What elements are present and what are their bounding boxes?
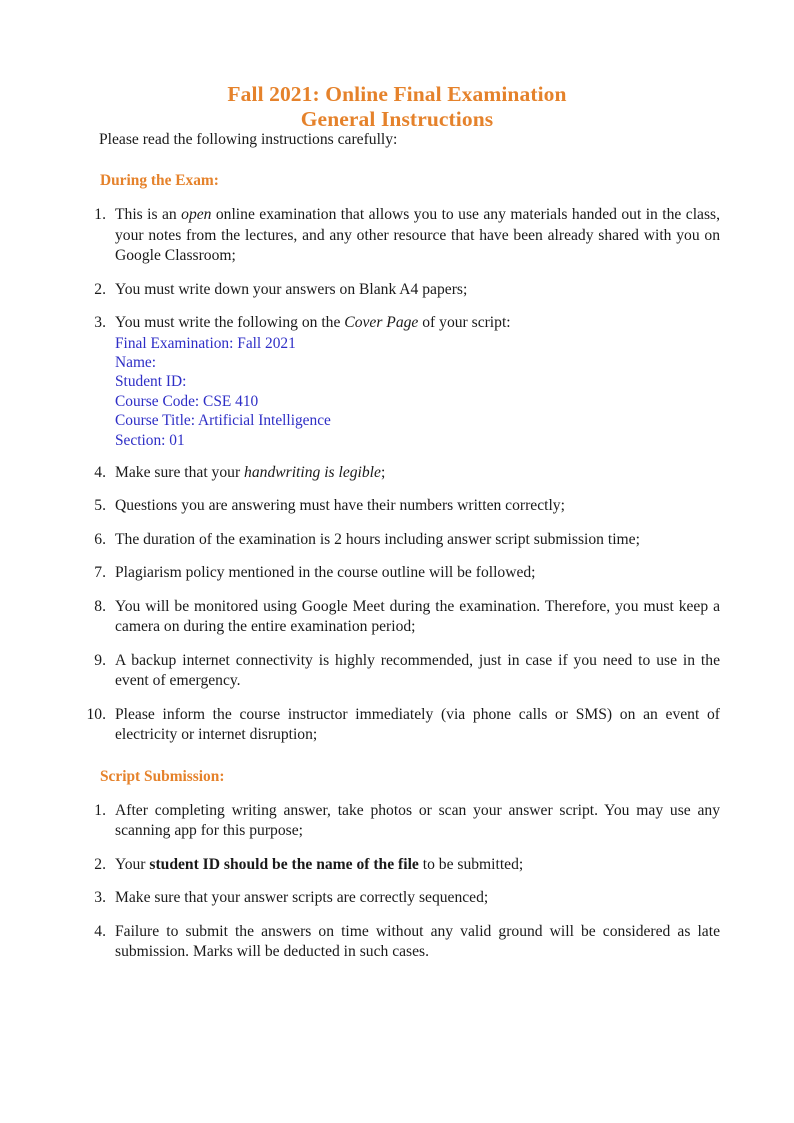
list-item-text [115,531,640,548]
plain-text: Failure to submit the answers on time without any valid ground will be considered as late submission. Marks will be deducted in such cases. [115,922,720,961]
list-item [0,563,794,584]
list-item-text [115,802,720,840]
list-item [0,801,794,842]
list-item [0,463,794,484]
page-title-line-1: Fall 2021: Online Final Examination [227,82,567,107]
list-item-number: 10. [86,705,106,723]
plain-text: You must write the following on the [115,314,345,331]
cover-page-details [115,334,720,450]
list-item-text [115,856,523,873]
document-body [0,130,794,963]
list-item-text [115,598,720,636]
list-item-number: 1. [94,206,106,223]
plain-text: Plagiarism policy mentioned in the course outline will be followed; [115,564,536,582]
list-item-number: 3. [94,889,106,907]
list-item-number: 9. [94,651,106,669]
list-item [0,280,794,301]
list-item-number: 5. [94,497,106,515]
plain-text: Make sure that your answer scripts are correctly sequenced; [115,889,489,907]
list-item-text [115,281,467,298]
list-item-number: 3. [94,314,106,331]
page-title [72,82,722,132]
list-item-text [115,206,720,264]
list-item [0,496,794,517]
plain-text: A backup internet connectivity is highly recommended, just in case if you need to use in the event of emergency. [115,651,720,690]
list-item [0,651,794,692]
cover-page-line: Course Title: Artificial Intelligence [115,412,331,430]
cover-page-line: Course Code: CSE 410 [115,392,259,410]
plain-text: You will be monitored using Google Meet during the examination. Therefore, you must keep a camera on during the entire examination period; [115,597,720,636]
list-item-text [115,497,565,514]
list-item [0,855,794,876]
list-item-number: 7. [94,564,106,582]
list-item-text [115,564,536,581]
list-item [0,922,794,963]
list-item [0,888,794,909]
during-exam-list [0,205,794,746]
cover-page-line: Section: 01 [115,431,185,449]
list-item [0,530,794,551]
emphasis-text: open [181,206,212,223]
section-heading-script-submission: Script Submission: [100,767,225,785]
plain-text: Questions you are answering must have their numbers written correctly; [115,497,565,515]
plain-text: online examination that allows you to use any materials handed out in the class, your notes from the lectures, and any other resource that have been already shared with you on Google Classroom; [115,206,720,264]
plain-text: After completing writing answer, take photos or scan your answer script. You may use any scanning app for this purpose; [115,801,720,840]
list-item-text [115,706,720,744]
list-item [0,313,794,450]
list-item-number: 2. [94,280,106,298]
plain-text: Please inform the course instructor immediately (via phone calls or SMS) on an event of electricity or internet disruption; [115,705,720,744]
intro-paragraph: Please read the following instructions carefully: [99,131,398,148]
list-item [0,705,794,746]
list-item [0,205,794,267]
list-item-text [115,464,385,481]
plain-text: to be submitted; [418,855,524,873]
list-item-number: 2. [94,855,106,873]
page-title-line-2: General Instructions [300,107,494,132]
list-item-number: 1. [94,801,106,819]
list-item-text [115,923,720,961]
cover-page-line: Final Examination: Fall 2021 [115,334,296,352]
plain-text: Your [115,855,150,873]
plain-text: ; [380,463,386,481]
plain-text: of your script: [418,314,511,331]
plain-text: Make sure that your [115,463,245,481]
list-item-text [115,652,720,690]
list-item-number: 4. [94,922,106,940]
emphasis-text: Cover Page [344,314,419,331]
plain-text: You must write down your answers on Blank A4 papers; [115,280,468,298]
list-item-number: 4. [94,463,106,481]
script-submission-list [0,801,794,963]
plain-text: The duration of the examination is 2 hours including answer script submission time; [115,530,640,548]
emphasis-text: handwriting is legible [244,463,381,481]
cover-page-line: Student ID: [115,373,187,391]
plain-text: This is an [115,206,182,223]
cover-page-line: Name: [115,353,157,371]
list-item [0,597,794,638]
list-item-text [115,889,488,906]
strong-text: student ID should be the name of the file [149,855,419,873]
list-item-text [115,314,511,331]
list-item-number: 6. [94,530,106,548]
section-heading-during-exam: During the Exam: [100,172,219,189]
list-item-number: 8. [94,597,106,615]
